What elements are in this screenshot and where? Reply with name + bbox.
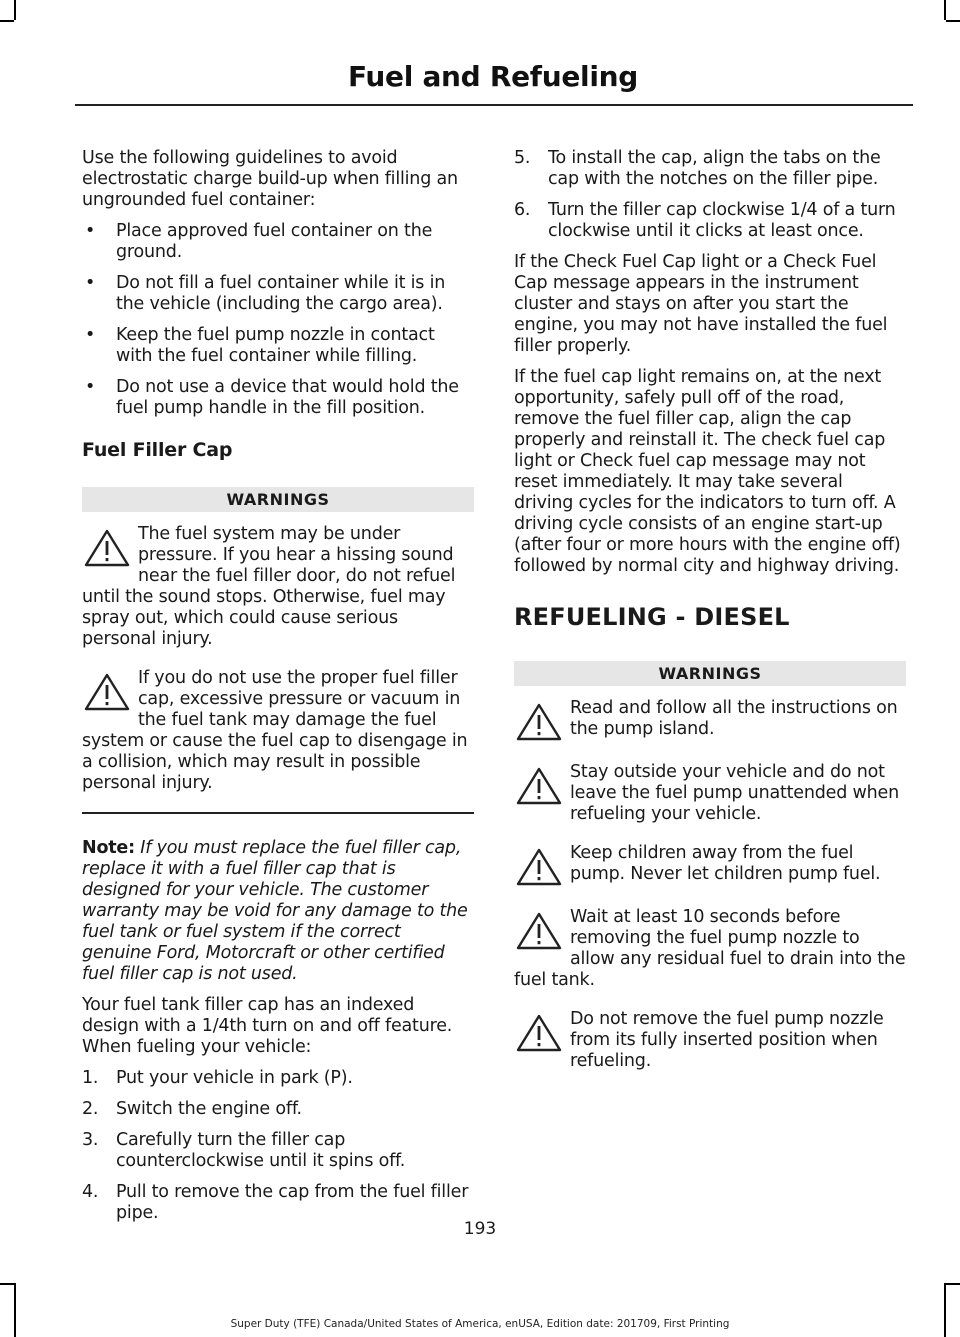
warning-item: Read and follow all the instructions on the pump island. — [514, 698, 906, 744]
section-heading: Fuel Filler Cap — [82, 439, 233, 461]
bullet-icon: • — [85, 273, 96, 293]
warning-triangle-icon — [514, 911, 564, 951]
page-number: 193 — [463, 1219, 497, 1239]
warning-triangle-icon — [514, 766, 564, 806]
warning-triangle-icon — [514, 1013, 564, 1053]
intro-paragraph: Use the following guidelines to avoid electrostatic charge build-up when filling an ungrounded fuel container: — [82, 148, 458, 210]
warning-item: Stay outside your vehicle and do not leave the fuel pump unattended when refueling your vehicle. — [514, 762, 906, 825]
note-text: If you must replace the fuel filler cap, replace it with a fuel filler cap that is designed for your vehicle. The customer warranty may be void for any damage to the fuel tank or fuel system if the correct genuine Ford, Motorcraft or other certified fuel filler cap is not used. — [82, 838, 468, 984]
warnings-divider — [82, 812, 474, 814]
list-item: 3. Carefully turn the filler cap counterclockwise until it spins off. — [82, 1130, 406, 1171]
warning-triangle-icon — [82, 528, 132, 568]
check-cap-paragraph: If the Check Fuel Cap light or a Check Fuel Cap message appears in the instrument cluster and stays on after you start the engine, you may not have installed the fuel filler properly. — [514, 252, 888, 356]
warning-item: Wait at least 10 seconds before removing the fuel pump nozzle to allow any residual fuel to drain into the fuel tank. — [514, 907, 906, 990]
warning-item: Keep children away from the fuel pump. Never let children pump fuel. — [514, 843, 906, 889]
footer-text: Super Duty (TFE) Canada/United States of America, enUSA, Edition date: 201709, First Printing — [230, 1318, 730, 1330]
left-column — [82, 148, 474, 1234]
cap-light-paragraph: If the fuel cap light remains on, at the next opportunity, safely pull off of the road, remove the fuel filler cap, align the cap properly and reinstall it. The check fuel cap light or Check fuel cap message may not reset immediately. It may take several driving cycles for the indicators to turn off. A driving cycle consists of an engine start-up (after four or more hours with the engine off) followed by normal city and highway driving. — [514, 367, 901, 576]
list-item: 4. Pull to remove the cap from the fuel filler pipe. — [82, 1182, 469, 1223]
warning-item: The fuel system may be under pressure. If you hear a hissing sound near the fuel filler door, do not refuel until the sound stops. Otherwise, fuel may spray out, which could cause serious personal injury. — [82, 524, 456, 649]
page-title: Fuel and Refueling — [347, 60, 638, 93]
cap-paragraph: Your fuel tank filler cap has an indexed design with a 1/4th turn on and off feature. When fueling your vehicle: — [82, 995, 453, 1057]
list-item: 6. Turn the filler cap clockwise 1/4 of a turn clockwise until it clicks at least once. — [514, 200, 896, 241]
steps-list — [514, 148, 906, 242]
list-item: • Do not fill a fuel container while it is in the vehicle (including the cargo area). — [85, 273, 446, 314]
header-divider — [75, 104, 913, 106]
crop-mark — [0, 1283, 14, 1285]
bullet-icon: • — [85, 325, 96, 345]
bullet-icon: • — [85, 377, 96, 397]
list-item: 2. Switch the engine off. — [82, 1099, 302, 1119]
warnings-header: WARNINGS — [514, 661, 906, 686]
guidelines-list — [82, 221, 474, 419]
crop-mark — [0, 20, 14, 22]
crop-mark — [946, 1283, 960, 1285]
warning-triangle-icon — [514, 702, 564, 742]
right-column — [514, 148, 906, 1090]
crop-mark — [944, 0, 946, 20]
warnings-header: WARNINGS — [82, 487, 474, 512]
warning-triangle-icon — [514, 847, 564, 887]
list-item: 1. Put your vehicle in park (P). — [82, 1068, 353, 1088]
warning-item: If you do not use the proper fuel filler cap, excessive pressure or vacuum in the fuel tank may damage the fuel system or cause the fuel cap to disengage in a collision, which may result in possible personal injury. — [82, 668, 468, 793]
crop-mark — [946, 20, 960, 22]
crop-mark — [14, 0, 16, 20]
steps-list — [82, 1068, 474, 1224]
list-item: • Place approved fuel container on the ground. — [85, 221, 433, 262]
list-item: • Keep the fuel pump nozzle in contact with the fuel container while filling. — [85, 325, 435, 366]
bullet-icon: • — [85, 221, 96, 241]
warning-triangle-icon — [82, 672, 132, 712]
list-item: • Do not use a device that would hold the fuel pump handle in the fill position. — [85, 377, 459, 418]
section-heading: REFUELING - DIESEL — [514, 603, 790, 631]
warning-item: Do not remove the fuel pump nozzle from its fully inserted position when refueling. — [514, 1009, 906, 1072]
note-paragraph — [82, 838, 474, 985]
note-label: Note: — [82, 838, 135, 858]
list-item: 5. To install the cap, align the tabs on the cap with the notches on the filler pipe. — [514, 148, 881, 189]
